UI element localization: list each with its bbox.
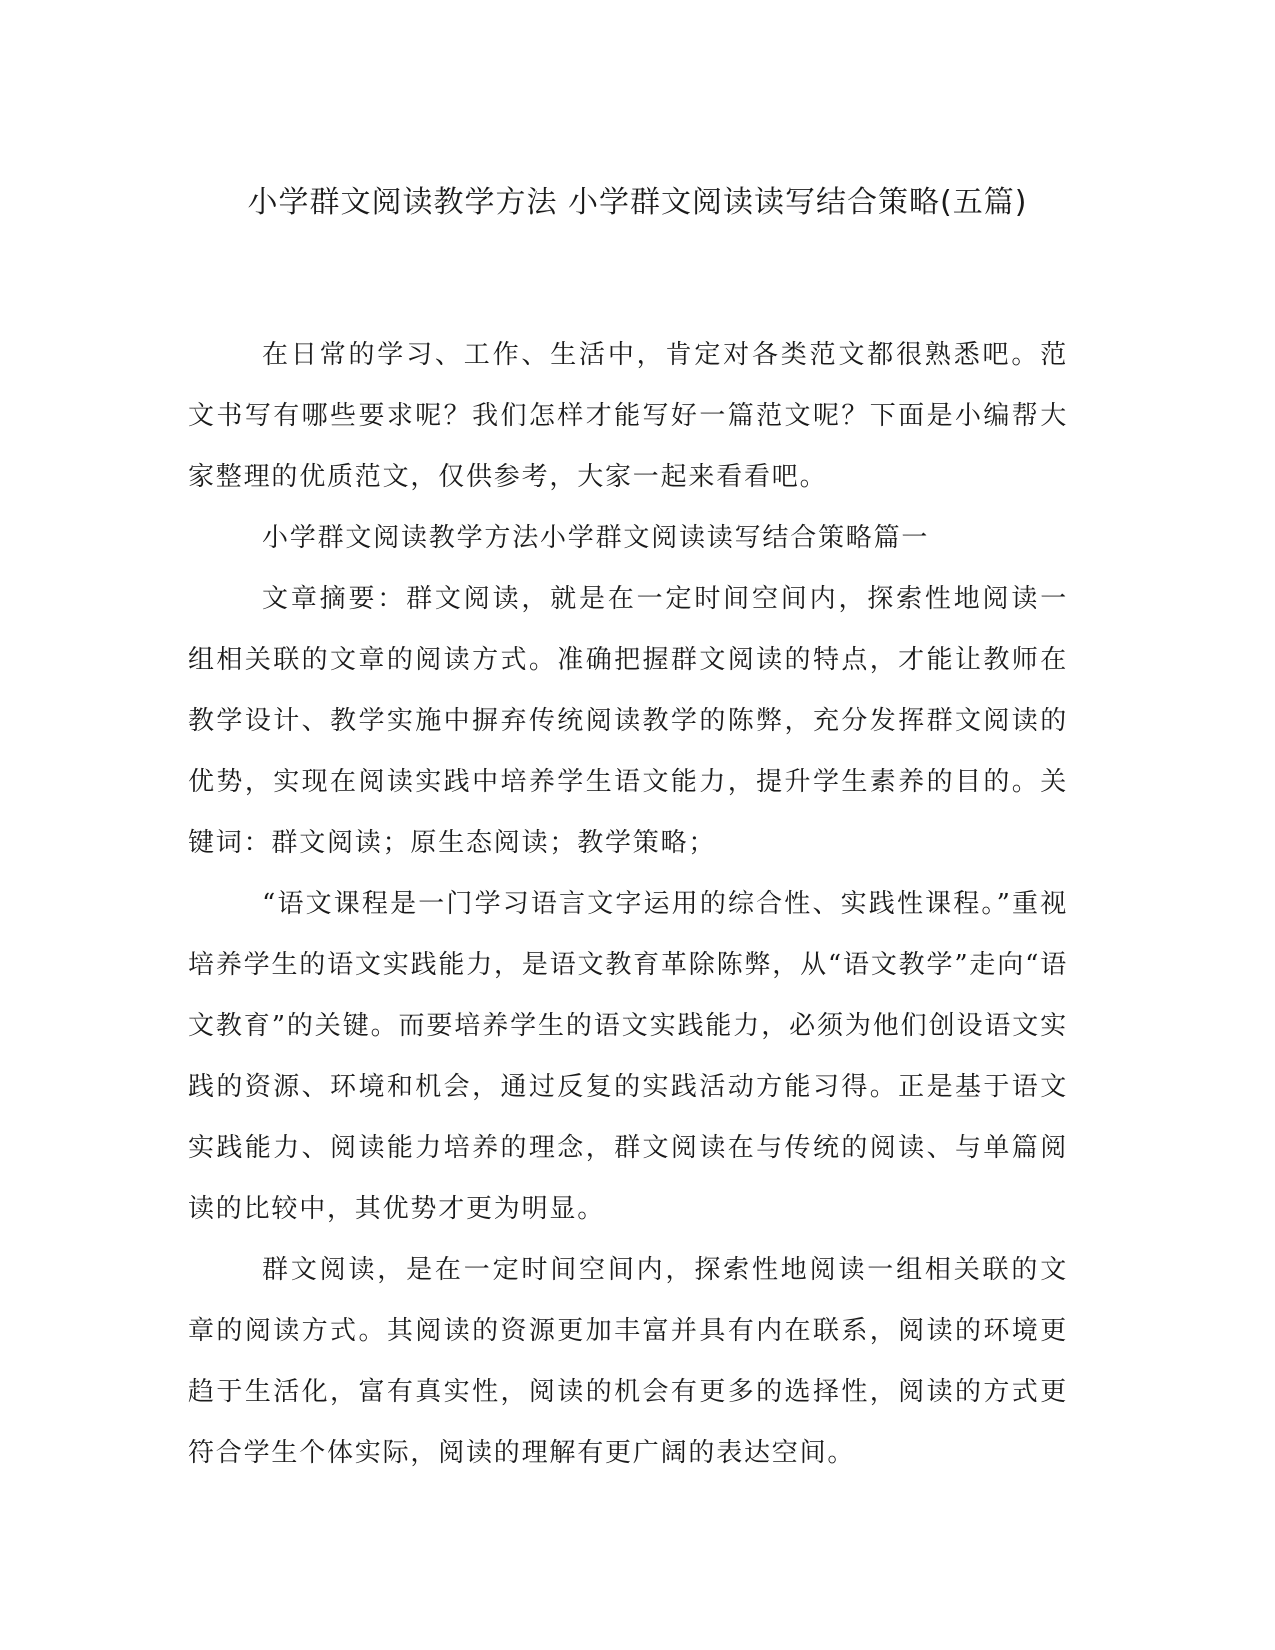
document-title: 小学群文阅读教学方法 小学群文阅读读写结合策略(五篇)	[247, 185, 1028, 220]
body-paragraph: 群文阅读，是在一定时间空间内，探索性地阅读一组相关联的文章的阅读方式。其阅读的资源更加丰富并具有内在联系，阅读的环境更趋于生活化，富有真实性，阅读的机会有更多的选择性，阅读的方式更符合学生个体实际，阅读的理解有更广阔的表达空间。	[188, 1255, 1068, 1468]
section-heading: 小学群文阅读教学方法小学群文阅读读写结合策略篇一	[262, 523, 930, 553]
intro-paragraph: 在日常的学习、工作、生活中，肯定对各类范文都很熟悉吧。范文书写有哪些要求呢？我们怎样才能写好一篇范文呢？下面是小编帮大家整理的优质范文，仅供参考，大家一起来看看吧。	[188, 340, 1068, 492]
body-paragraph: “语文课程是一门学习语言文字运用的综合性、实践性课程。”重视培养学生的语文实践能力，是语文教育革除陈弊，从“语文教学”走向“语文教育”的关键。而要培养学生的语文实践能力，必须为他们创设语文实践的资源、环境和机会，通过反复的实践活动方能习得。正是基于语文实践能力、阅读能力培养的理念，群文阅读在与传统的阅读、与单篇阅读的比较中，其优势才更为明显。	[188, 889, 1068, 1224]
abstract-paragraph: 文章摘要：群文阅读，就是在一定时间空间内，探索性地阅读一组相关联的文章的阅读方式。准确把握群文阅读的特点，才能让教师在教学设计、教学实施中摒弃传统阅读教学的陈弊，充分发挥群文阅读的优势，实现在阅读实践中培养学生语文能力，提升学生素养的目的。关键词：群文阅读；原生态阅读；教学策略；	[188, 584, 1068, 858]
document-body	[188, 325, 1068, 1484]
